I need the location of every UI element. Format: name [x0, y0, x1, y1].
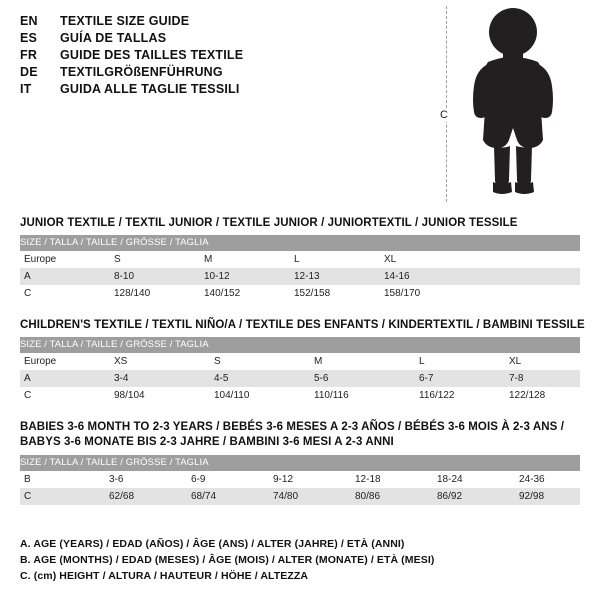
language-title-es: GUÍA DE TALLAS [60, 31, 167, 45]
language-row-it [20, 82, 420, 96]
cell: 12-18 [355, 471, 437, 488]
cell: 92/98 [519, 488, 580, 505]
language-title-de: TEXTILGRÖßENFÜHRUNG [60, 65, 223, 79]
table-row [20, 285, 580, 302]
language-title-it: GUIDA ALLE TAGLIE TESSILI [60, 82, 240, 96]
cell: S [214, 353, 314, 370]
table-row [20, 353, 580, 370]
language-code-it: IT [20, 82, 32, 96]
cell: 98/104 [114, 387, 214, 404]
section-title-babies-line2: BABYS 3-6 MONATE BIS 2-3 JAHRE / BAMBINI 3-6 MESI A 2-3 ANNI [20, 436, 394, 448]
cell: 24-36 [519, 471, 580, 488]
cell: 6-9 [191, 471, 273, 488]
junior-size-table [20, 235, 580, 302]
cell: M [204, 251, 294, 268]
size-header-label: SIZE / TALLA / TAILLE / GRÖSSE / TAGLIA [20, 455, 580, 471]
cell: XS [114, 353, 214, 370]
cell: XL [384, 251, 580, 268]
table-row [20, 268, 580, 285]
cell: 9-12 [273, 471, 355, 488]
language-row-en [20, 14, 420, 28]
cell: XL [509, 353, 580, 370]
cell: 140/152 [204, 285, 294, 302]
section-title-children: CHILDREN'S TEXTILE / TEXTIL NIÑO/A / TEXTILE DES ENFANTS / KINDERTEXTIL / BAMBINI TESSILE [20, 319, 585, 331]
table-row [20, 370, 580, 387]
size-header-label: SIZE / TALLA / TAILLE / GRÖSSE / TAGLIA [20, 235, 580, 251]
children-size-table [20, 337, 580, 404]
section-title-junior: JUNIOR TEXTILE / TEXTIL JUNIOR / TEXTILE JUNIOR / JUNIORTEXTIL / JUNIOR TESSILE [20, 217, 518, 229]
cell: 8-10 [114, 268, 204, 285]
row-label: B [20, 471, 109, 488]
row-label: C [20, 285, 114, 302]
cell: 3-6 [109, 471, 191, 488]
footnotes [20, 538, 580, 586]
language-code-fr: FR [20, 48, 38, 62]
table-row [20, 471, 580, 488]
table-header-row [20, 235, 580, 251]
language-code-es: ES [20, 31, 38, 45]
cell: 12-13 [294, 268, 384, 285]
language-code-de: DE [20, 65, 38, 79]
section-title-babies-line1: BABIES 3-6 MONTH TO 2-3 YEARS / BEBÉS 3-6 MESES A 2-3 AÑOS / BÉBÉS 3-6 MOIS À 2-3 ANS / [20, 421, 564, 433]
row-label: A [20, 268, 114, 285]
row-label: Europe [20, 251, 114, 268]
language-header [20, 14, 420, 99]
row-label: C [20, 387, 114, 404]
footnote-c: C. (cm) HEIGHT / ALTURA / HAUTEUR / HÖHE / ALTEZZA [20, 570, 309, 582]
cell: 158/170 [384, 285, 580, 302]
height-guide-line [446, 6, 447, 202]
cell: 6-7 [419, 370, 509, 387]
language-title-en: TEXTILE SIZE GUIDE [60, 14, 190, 28]
table-row [20, 251, 580, 268]
table-header-row [20, 455, 580, 471]
table-row [20, 387, 580, 404]
cell: 5-6 [314, 370, 419, 387]
footnote-a: A. AGE (YEARS) / EDAD (AÑOS) / ÂGE (ANS) / ALTER (JAHRE) / ETÀ (ANNI) [20, 538, 405, 550]
cell: 116/122 [419, 387, 509, 404]
cell: 152/158 [294, 285, 384, 302]
table-row [20, 488, 580, 505]
cell: L [294, 251, 384, 268]
cell: 74/80 [273, 488, 355, 505]
cell: S [114, 251, 204, 268]
table-header-row [20, 337, 580, 353]
cell: 18-24 [437, 471, 519, 488]
cell: 7-8 [509, 370, 580, 387]
cell: 104/110 [214, 387, 314, 404]
footnote-b: B. AGE (MONTHS) / EDAD (MESES) / ÂGE (MOIS) / ALTER (MONATE) / ETÀ (MESI) [20, 554, 435, 566]
language-row-es [20, 31, 420, 45]
babies-size-table [20, 455, 580, 505]
cell: M [314, 353, 419, 370]
toddler-silhouette-icon [458, 6, 568, 202]
cell: 80/86 [355, 488, 437, 505]
cell: L [419, 353, 509, 370]
language-row-fr [20, 48, 420, 62]
language-code-en: EN [20, 14, 38, 28]
cell: 14-16 [384, 268, 580, 285]
measurement-figure [430, 4, 590, 204]
height-measure-label: C [440, 109, 448, 121]
language-row-de [20, 65, 420, 79]
language-title-fr: GUIDE DES TAILLES TEXTILE [60, 48, 244, 62]
row-label: Europe [20, 353, 114, 370]
size-header-label: SIZE / TALLA / TAILLE / GRÖSSE / TAGLIA [20, 337, 580, 353]
row-label: A [20, 370, 114, 387]
cell: 128/140 [114, 285, 204, 302]
cell: 10-12 [204, 268, 294, 285]
cell: 122/128 [509, 387, 580, 404]
cell: 3-4 [114, 370, 214, 387]
cell: 4-5 [214, 370, 314, 387]
cell: 86/92 [437, 488, 519, 505]
cell: 110/116 [314, 387, 419, 404]
row-label: C [20, 488, 109, 505]
cell: 68/74 [191, 488, 273, 505]
cell: 62/68 [109, 488, 191, 505]
